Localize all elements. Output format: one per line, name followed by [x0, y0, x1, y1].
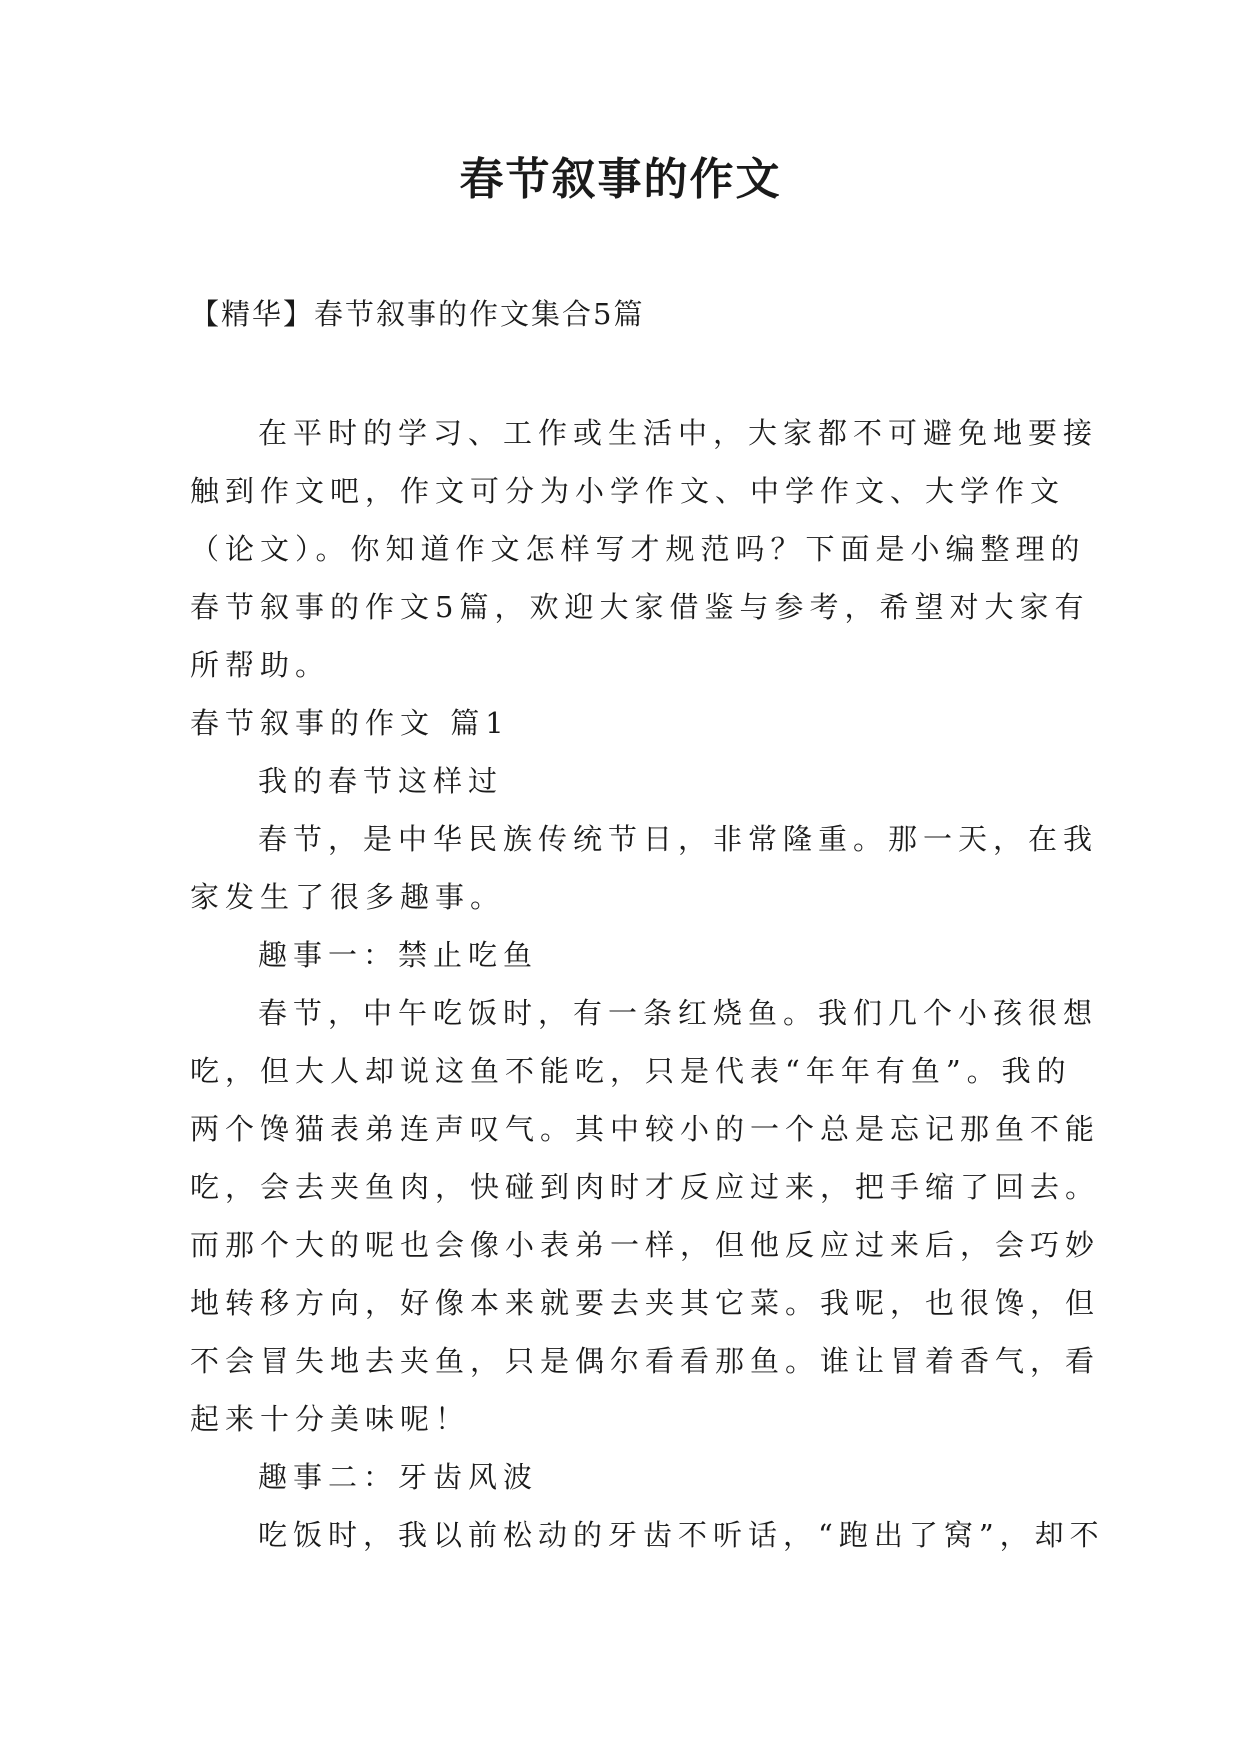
- document-subtitle: 【精华】春节叙事的作文集合5篇: [190, 297, 645, 331]
- body-line: 在平时的学习、工作或生活中，大家都不可避免地要接: [258, 416, 1099, 450]
- body-line: 触到作文吧，作文可分为小学作文、中学作文、大学作文: [190, 474, 1066, 508]
- body-line: 起来十分美味呢！: [190, 1402, 471, 1436]
- body-line: 春节，是中华民族传统节日，非常隆重。那一天，在我: [258, 822, 1099, 856]
- body-line: 所帮助。: [190, 648, 331, 682]
- body-line: 吃，但大人却说这鱼不能吃，只是代表“年年有鱼”。我的: [190, 1054, 1072, 1088]
- body-line: （论文）。你知道作文怎样写才规范吗？下面是小编整理的: [190, 532, 1086, 566]
- body-line: 不会冒失地去夹鱼，只是偶尔看看那鱼。谁让冒着香气，看: [190, 1344, 1101, 1378]
- body-line: 趣事一：禁止吃鱼: [258, 938, 539, 972]
- body-line: 趣事二：牙齿风波: [258, 1460, 539, 1494]
- body-line: 吃饭时，我以前松动的牙齿不听话，“跑出了窝”，却不: [258, 1518, 1105, 1552]
- body-line: 春节，中午吃饭时，有一条红烧鱼。我们几个小孩很想: [258, 996, 1099, 1030]
- body-line: 地转移方向，好像本来就要去夹其它菜。我呢，也很馋，但: [190, 1286, 1101, 1320]
- document-body: [190, 404, 1105, 1564]
- body-line: 两个馋猫表弟连声叹气。其中较小的一个总是忘记那鱼不能: [190, 1112, 1101, 1146]
- body-line: 我的春节这样过: [258, 764, 504, 798]
- document-title: 春节叙事的作文: [459, 154, 782, 205]
- body-line: 而那个大的呢也会像小表弟一样，但他反应过来后，会巧妙: [190, 1228, 1101, 1262]
- body-line: 家发生了很多趣事。: [190, 880, 506, 914]
- body-line: 春节叙事的作文 篇1: [190, 706, 510, 740]
- body-line: 春节叙事的作文5篇，欢迎大家借鉴与参考，希望对大家有: [190, 590, 1090, 624]
- body-line: 吃，会去夹鱼肉，快碰到肉时才反应过来，把手缩了回去。: [190, 1170, 1101, 1204]
